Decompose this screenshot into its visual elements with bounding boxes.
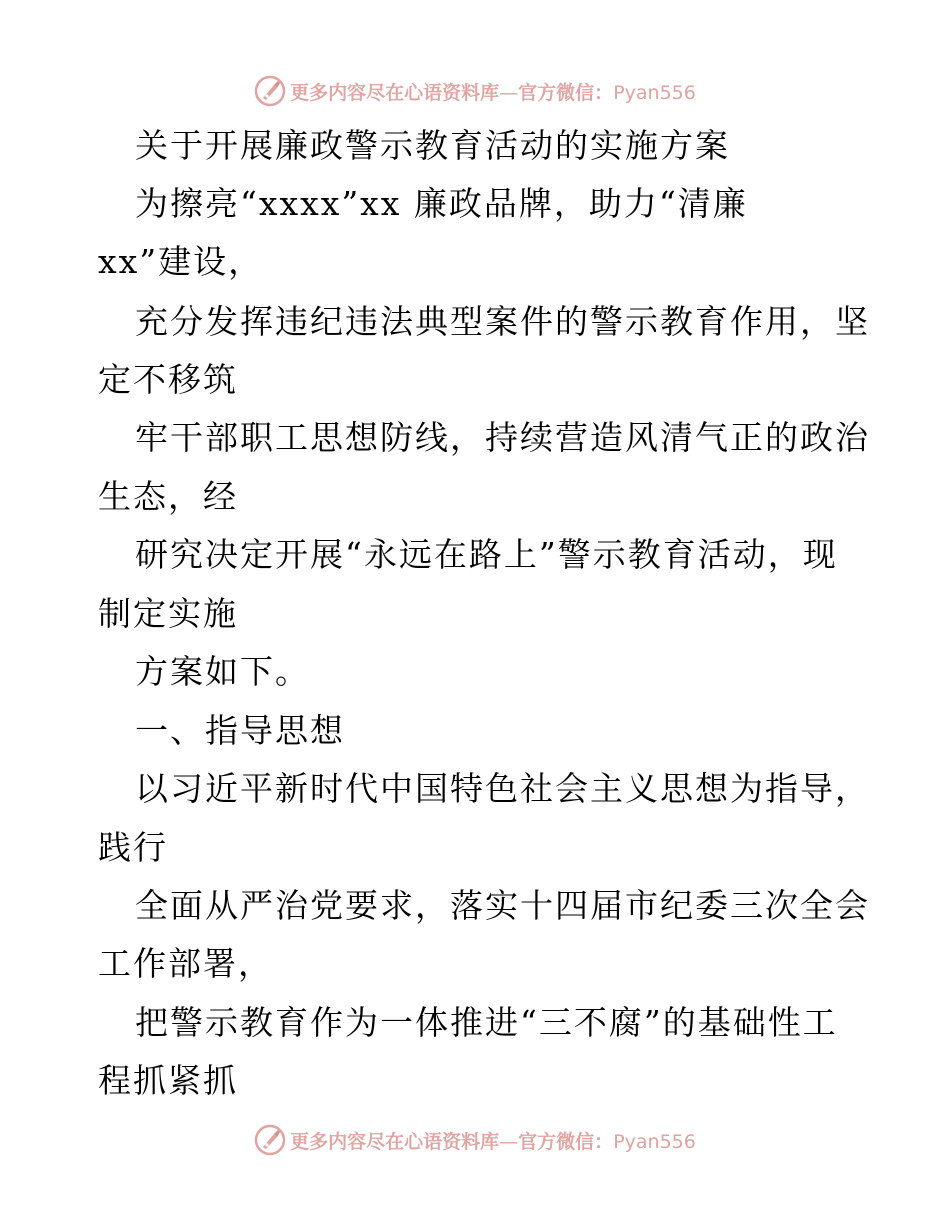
paragraph-line: 生态，经	[98, 477, 238, 516]
paragraph-line: xx”建设，	[98, 242, 264, 281]
banner-main-text: 更多内容尽在心语资料库	[290, 81, 500, 104]
paragraph-line: 把警示教育作为一体推进“三不腐”的基础性工	[135, 1003, 838, 1042]
paragraph-line: 程抓紧抓	[98, 1061, 238, 1100]
paragraph-line: 践行	[98, 828, 168, 867]
section-heading: 一、指导思想	[135, 711, 345, 750]
paragraph-line: 全面从严治党要求，落实十四届市纪委三次全会	[135, 886, 870, 925]
banner-text	[290, 78, 696, 105]
paragraph-line: 制定实施	[98, 594, 238, 633]
paragraph-line: 工作部署，	[98, 944, 273, 983]
paragraph-line: 定不移筑	[98, 360, 238, 399]
paragraph-line: 方案如下。	[135, 652, 310, 691]
paragraph-line: 充分发挥违纪违法典型案件的警示教育作用，坚	[135, 302, 870, 341]
banner-wechat-label: 官方微信：	[518, 81, 614, 104]
paragraph-line: 研究决定开展“永远在路上”警示教育活动，现	[135, 535, 838, 574]
banner-text	[290, 1127, 696, 1154]
fountain-pen-nib-icon	[254, 75, 286, 107]
document-title: 关于开展廉政警示教育活动的实施方案	[135, 126, 730, 165]
header-banner	[0, 71, 950, 111]
footer-banner	[0, 1120, 950, 1160]
banner-wechat-label: 官方微信：	[518, 1130, 614, 1153]
banner-wechat-id: Pyan556	[613, 81, 696, 104]
banner-separator: —	[499, 1130, 519, 1153]
banner-separator: —	[499, 81, 519, 104]
paragraph-line: 牢干部职工思想防线，持续营造风清气正的政治	[135, 418, 870, 457]
paragraph-line: 以习近平新时代中国特色社会主义思想为指导，	[135, 769, 870, 808]
banner-main-text: 更多内容尽在心语资料库	[290, 1130, 500, 1153]
paragraph-line: 为擦亮“xxxx”xx 廉政品牌，助力“清廉	[135, 184, 748, 223]
banner-wechat-id: Pyan556	[613, 1130, 696, 1153]
fountain-pen-nib-icon	[254, 1124, 286, 1156]
